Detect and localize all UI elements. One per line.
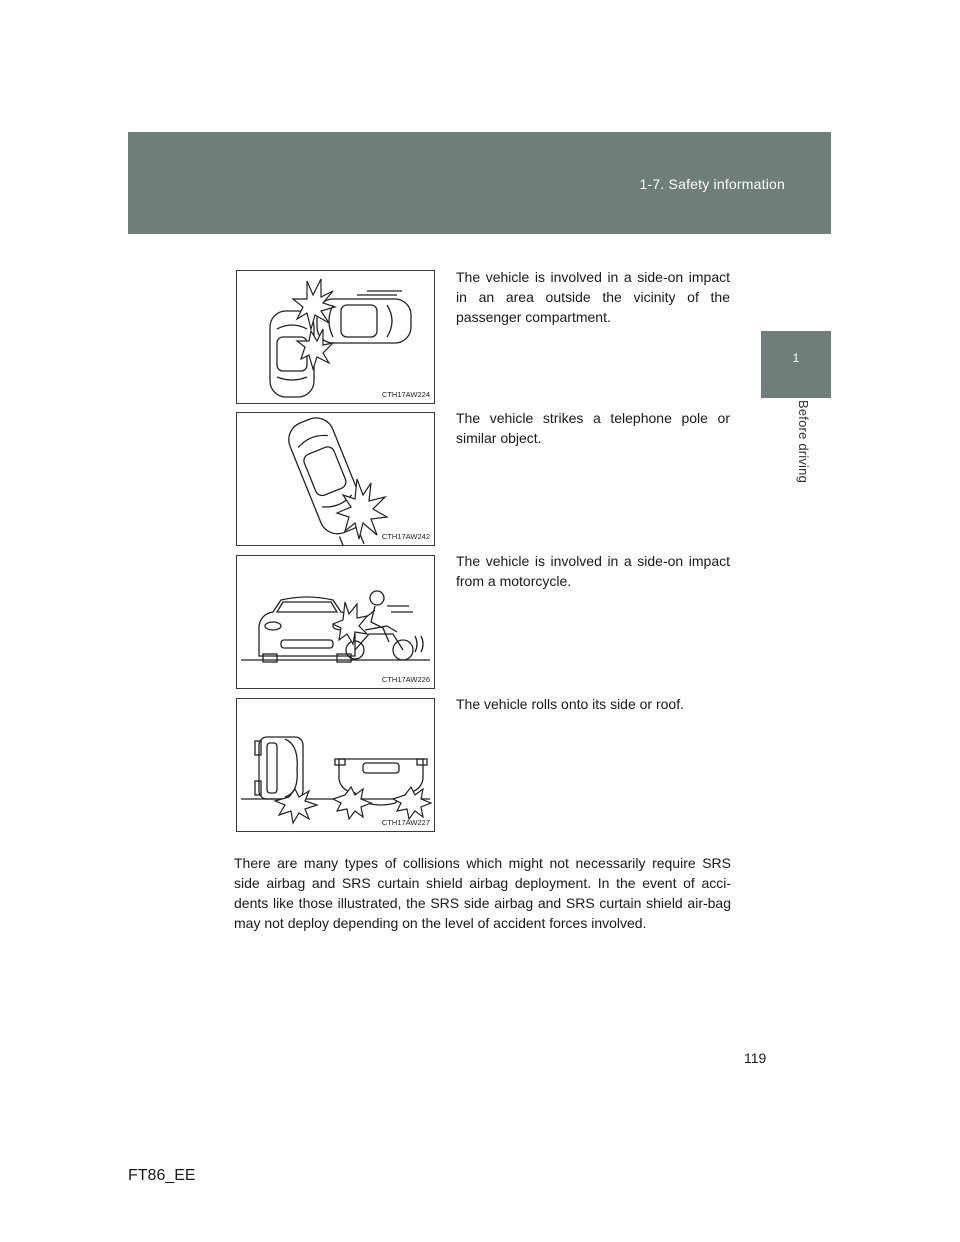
figure-side-impact xyxy=(236,270,435,404)
header-band xyxy=(128,132,831,234)
figure-rollover xyxy=(236,698,435,832)
figure-code: CTH17AW226 xyxy=(381,675,430,684)
rollover-illustration xyxy=(237,699,434,831)
figure-pole-impact xyxy=(236,412,435,546)
figure-caption: The vehicle rolls onto its side or roof. xyxy=(456,696,684,712)
section-title: 1-7. Safety information xyxy=(639,176,785,192)
body-paragraph: There are many types of collisions which might not necessarily require SRS side airbag and SRS curtain shield airbag deployment. In the event of acci-dents like those illustrated, the SRS side airbag and SRS curtain shield air-bag may not deploy depending on the level of accident forces involved. xyxy=(234,855,731,931)
figure-code: CTH17AW242 xyxy=(381,532,430,541)
chapter-number: 1 xyxy=(792,351,800,365)
side-impact-illustration xyxy=(237,271,434,403)
motorcycle-impact-illustration xyxy=(237,556,434,688)
chapter-tab xyxy=(761,331,831,398)
figure-code: CTH17AW224 xyxy=(381,390,430,399)
document-code: FT86_EE xyxy=(128,1167,196,1184)
figure-motorcycle-impact xyxy=(236,555,435,689)
chapter-label: Before driving xyxy=(796,400,811,484)
figure-caption: The vehicle is involved in a side-on impact from a motorcycle. xyxy=(456,553,730,589)
figure-caption: The vehicle strikes a telephone pole or similar object. xyxy=(456,410,730,446)
figure-caption: The vehicle is involved in a side-on impact in an area outside the vicinity of the passenger compartment. xyxy=(456,269,730,325)
page-number: 119 xyxy=(744,1050,767,1066)
pole-impact-illustration xyxy=(237,413,434,545)
figure-code: CTH17AW227 xyxy=(381,818,430,827)
